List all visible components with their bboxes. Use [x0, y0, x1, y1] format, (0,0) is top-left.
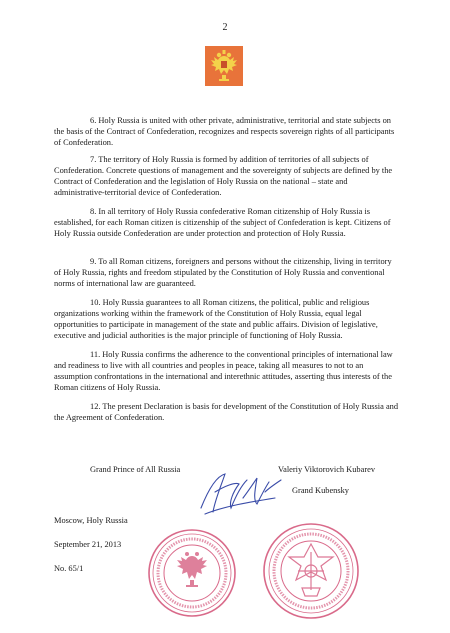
grand-prince-title: Grand Prince of All Russia	[90, 465, 181, 474]
article-8	[54, 207, 400, 240]
signer-name: Valeriy Viktorovich Kubarev	[278, 465, 376, 474]
article-9	[54, 257, 400, 290]
right-official-seal	[262, 522, 360, 620]
document-number: No. 65/1	[54, 564, 84, 573]
article-9-text: 9. To all Roman citizens, foreigners and persons without the citizenship, living in territory of Holy Russia, rights and freedom stipulated by the Constitution of Holy Russia and conventional norms of international law are guaranteed.	[54, 257, 392, 288]
place-of-issue: Moscow, Holy Russia	[54, 516, 128, 525]
page-number: 2	[222, 22, 228, 33]
date-of-issue: September 21, 2013	[54, 540, 122, 549]
article-7-text: 7. The territory of Holy Russia is formed by addition of territories of all subjects of Confederation. Concrete questions of management and the sovereignty of subjects are defined by the Contract of Confederation and the legislation of Holy Russia on the national – state and administrative-territorial device of Confederation.	[54, 155, 393, 197]
article-10	[54, 298, 400, 342]
article-7	[54, 155, 400, 199]
article-12-text: 12. The present Declaration is basis for development of the Constitution of Holy Russia and the Agreement of Confederation.	[54, 402, 399, 422]
article-8-text: 8. In all territory of Holy Russia confederative Roman citizenship of Holy Russia is established, for each Roman citizen is citizenship of the subject of Confederation is kept. Citizens of Holy Russia outside Confederation are under protection and protection of Holy Russia.	[54, 207, 391, 238]
article-6-text: 6. Holy Russia is united with other private, administrative, territorial and state subjects on the basis of the Contract of Confederation, recognizes and respects sovereign rights of all participants of Confederation.	[54, 116, 395, 147]
signer-title: Grand Kubensky	[292, 486, 349, 495]
article-10-text: 10. Holy Russia guarantees to all Roman citizens, the political, public and religious organizations working within the framework of the Constitution of Holy Russia, equal legal opportunities to participate in management of the state and public affairs. Division of legislative, executive and judicial authorities is the major principle of functioning of Holy Russia.	[54, 298, 378, 340]
double-headed-eagle-emblem-icon	[205, 46, 243, 86]
article-6	[54, 116, 400, 149]
article-11	[54, 350, 400, 394]
article-12	[54, 402, 400, 424]
article-11-text: 11. Holy Russia confirms the adherence to the conventional principles of international law and readiness to live with all countries and peoples in peace, taking all measures to not to an assumption confrontations in the international and interethnic attitudes, asserting thus interests of the Roman citizens of Holy Russia.	[54, 350, 393, 392]
handwritten-signature	[195, 468, 285, 518]
left-official-seal	[147, 528, 237, 618]
